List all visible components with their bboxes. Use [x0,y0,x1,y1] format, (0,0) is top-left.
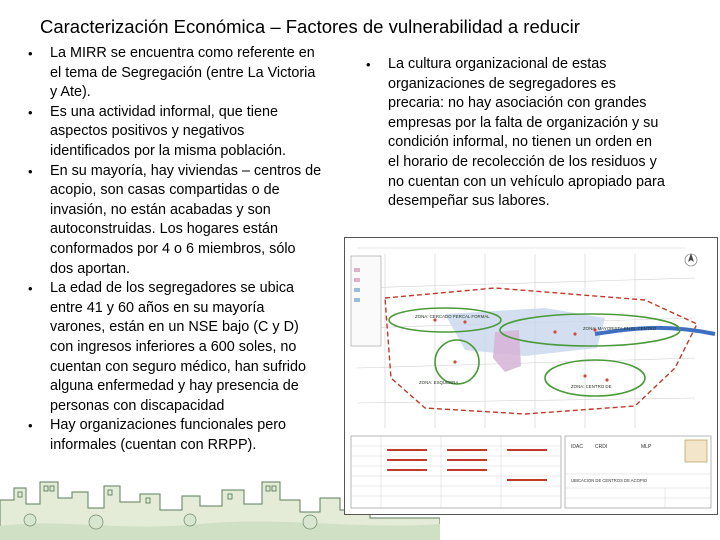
left-bullet-item-4: • La edad de los segregadores se ubica entre 41 y 60 años en su mayoría varones, están en un NSE bajo (C y D) con ingresos inferiores a 600 soles, no cuentan con seguro médico, han sufrido alguna enfermedad y hay presencia de personas con discapacidad [28,280,306,414]
bullet-icon: • [28,104,33,120]
crest-logo-icon [685,440,707,462]
left-bullet-item-1: • La MIRR se encuentra como referente en el tema de Segregación (entre La Victoria y Ate). [28,45,316,101]
map-legend-table [351,436,561,508]
map-drawing [345,238,717,514]
slide-title: Caracterización Económica – Factores de vulnerabilidad a reducir [40,16,580,37]
left-bullet-item-3: • En su mayoría, hay viviendas – centros de acopio, son casas compartidas o de invasión, no están acabadas y son autoconstruidas. Los hogares están conformados por 4 o 6 miembros, sólo dos aportan. [28,162,322,277]
map-title-text: UBICACION DE CENTROS DE ACOPIO [571,478,648,483]
right-bullet-item-1: • La cultura organizacional de estas organizaciones de segregadores es precaria: no hay asociación con grandes empresas por la falta de organización y su condición informal, no tienen un orden en el horario de recolección de los residuos y no cuentan con un vehículo apropiado para desempeñar sus labores. [366,56,665,210]
zone-label-2: ZONA: MAYORISTA EN EL CENTRO [583,326,657,331]
logo-idac: IDAC [571,444,583,450]
left-bullet-item-2: • Es una actividad informal, que tiene aspectos positivos y negativos identificados por la misma población. [28,103,286,159]
bullet-icon: • [28,46,33,61]
zone-label-1: ZONA: CERCADO PERCAL FORMAL [415,314,490,319]
left-bullet-list [28,44,322,455]
left-bullet-item-5: • Hay organizaciones funcionales pero informales (cuentan con RRPP). [28,417,286,453]
bullet-icon: • [366,57,371,72]
bullet-icon: • [28,163,33,179]
logo-mlp: MLP [641,444,652,450]
right-bullet-list [366,55,666,212]
location-map [344,237,718,515]
zone-label-4: ZONA: CENTRO DE [571,384,612,389]
bullet-icon: • [28,418,33,434]
zone-label-3: ZONA: ESQUERRA [419,380,459,385]
logo-crdi: CRDI [595,444,608,450]
bullet-icon: • [28,281,33,297]
